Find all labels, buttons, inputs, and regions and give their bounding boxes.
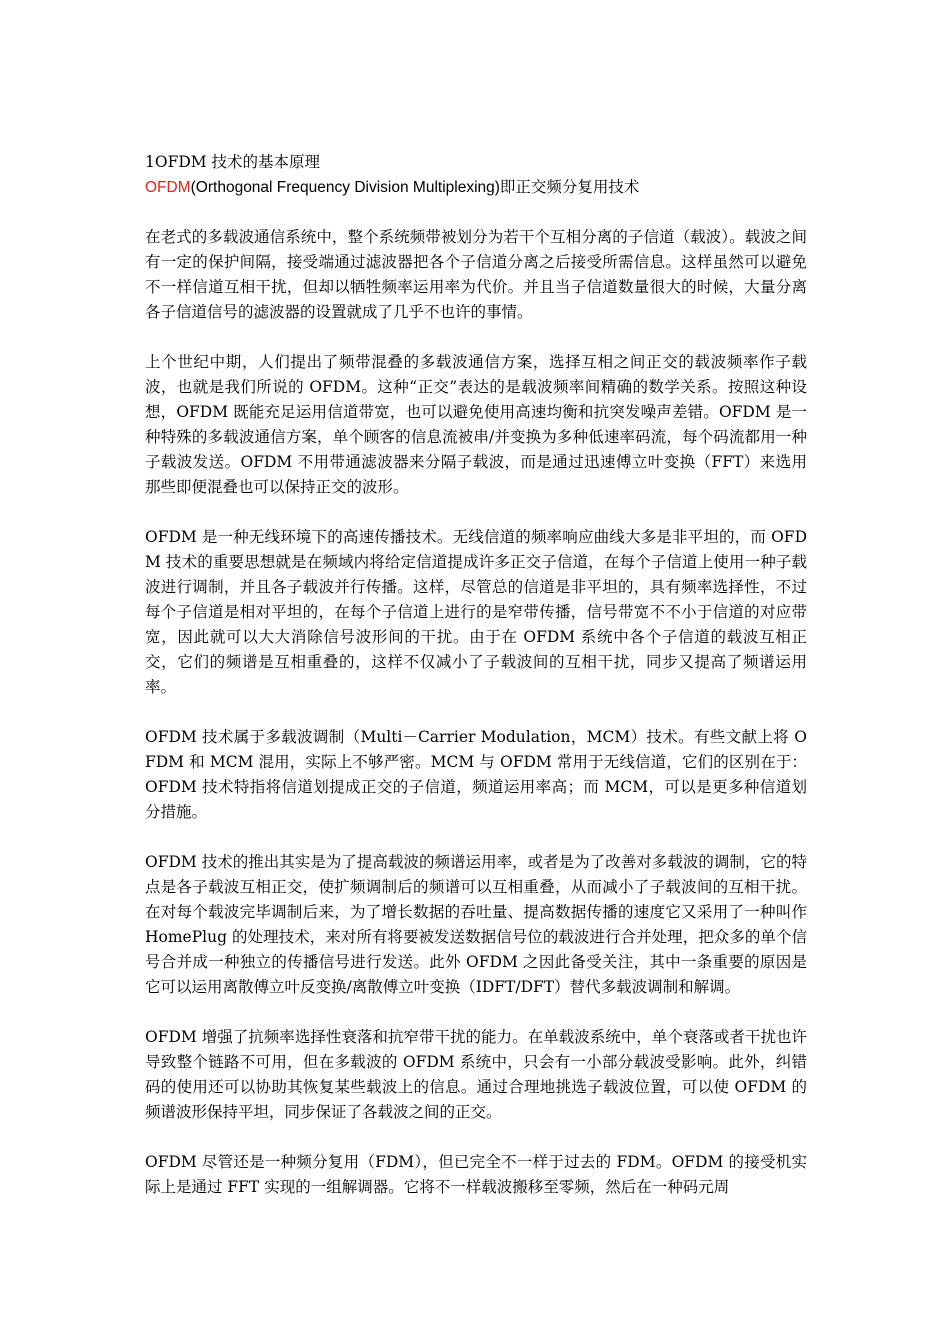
section-subtitle xyxy=(145,175,807,200)
section-title: 1OFDM 技术的基本原理 xyxy=(145,153,321,171)
paragraph-7: OFDM 尽管还是一种频分复用（FDM），但已完全不一样于过去的 FDM。OFDM 的接受机实际上是通过 FFT 实现的一组解调器。它将不一样载波搬移至零频，然后在一种码元周 xyxy=(145,1153,807,1196)
paragraph-6: OFDM 增强了抗频率选择性衰落和抗窄带干扰的能力。在单载波系统中，单个衰落或者干扰也许导致整个链路不可用，但在多载波的 OFDM 系统中，只会有一小部分载波受影响。此外，纠错码的使用还可以协助其恢复某些载波上的信息。通过合理地挑选子载波位置，可以使 OFDM 的频谱波形保持平坦，同步保证了各载波之间的正交。 xyxy=(145,1028,807,1121)
paragraph-5: OFDM 技术的推出其实是为了提高载波的频谱运用率，或者是为了改善对多载波的调制，它的特点是各子载波互相正交，使扩频调制后的频谱可以互相重叠，从而减小了子载波间的互相干扰。在对每个载波完毕调制后来，为了增长数据的吞吐量、提高数据传播的速度它又采用了一种叫作 HomePlug 的处理技术，来对所有将要被发送数据信号位的载波进行合并处理，把众多的单个信号合并成一种独立的传播信号进行发送。此外 OFDM 之因此备受关注，其中一条重要的原因是它可以运用离散傅立叶反变换/离散傅立叶变换（IDFT/DFT）替代多载波调制和解调。 xyxy=(145,853,807,996)
paragraph-2: 上个世纪中期，人们提出了频带混叠的多载波通信方案，选择互相之间正交的载波频率作子载波，也就是我们所说的 OFDM。这种“正交”表达的是载波频率间精确的数学关系。按照这种设想，OFDM 既能充足运用信道带宽，也可以避免使用高速均衡和抗突发噪声差错。OFDM 是一种特殊的多载波通信方案，单个顾客的信息流被串/并变换为多种低速率码流，每个码流都用一种子载波发送。OFDM 不用带通滤波器来分隔子载波，而是通过迅速傅立叶变换（FFT）来选用那些即便混叠也可以保持正交的波形。 xyxy=(145,353,807,496)
subtitle-term: OFDM xyxy=(145,179,191,196)
document-body xyxy=(145,150,807,1225)
paragraph-3: OFDM 是一种无线环境下的高速传播技术。无线信道的频率响应曲线大多是非平坦的，而 OFDM 技术的重要思想就是在频域内将给定信道提成许多正交子信道，在每个子信道上使用一种子载波进行调制，并且各子载波并行传播。这样，尽管总的信道是非平坦的，具有频率选择性，不过每个子信道是相对平坦的，在每个子信道上进行的是窄带传播，信号带宽不不小于信道的对应带宽，因此就可以大大消除信号波形间的干扰。由于在 OFDM 系统中各个子信道的载波互相正交，它们的频谱是互相重叠的，这样不仅减小了子载波间的互相干扰，同步又提高了频谱运用率。 xyxy=(145,528,807,696)
paragraph-1: 在老式的多载波通信系统中，整个系统频带被划分为若干个互相分离的子信道（载波）。载波之间有一定的保护间隔，接受端通过滤波器把各个子信道分离之后接受所需信息。这样虽然可以避免不一样信道互相干扰，但却以牺牲频率运用率为代价。并且当子信道数量很大的时候，大量分离各子信道信号的滤波器的设置就成了几乎不也许的事情。 xyxy=(145,228,807,321)
subtitle-definition: (Orthogonal Frequency Division Multiplexing)即正交频分复用技术 xyxy=(190,179,640,196)
paragraph-4: OFDM 技术属于多载波调制（Multi－Carrier Modulation，MCM）技术。有些文献上将 OFDM 和 MCM 混用，实际上不够严密。MCM 与 OFDM 常用于无线信道，它们的区别在于：OFDM 技术特指将信道划提成正交的子信道，频道运用率高；而 MCM，可以是更多种信道划分措施。 xyxy=(145,728,807,821)
